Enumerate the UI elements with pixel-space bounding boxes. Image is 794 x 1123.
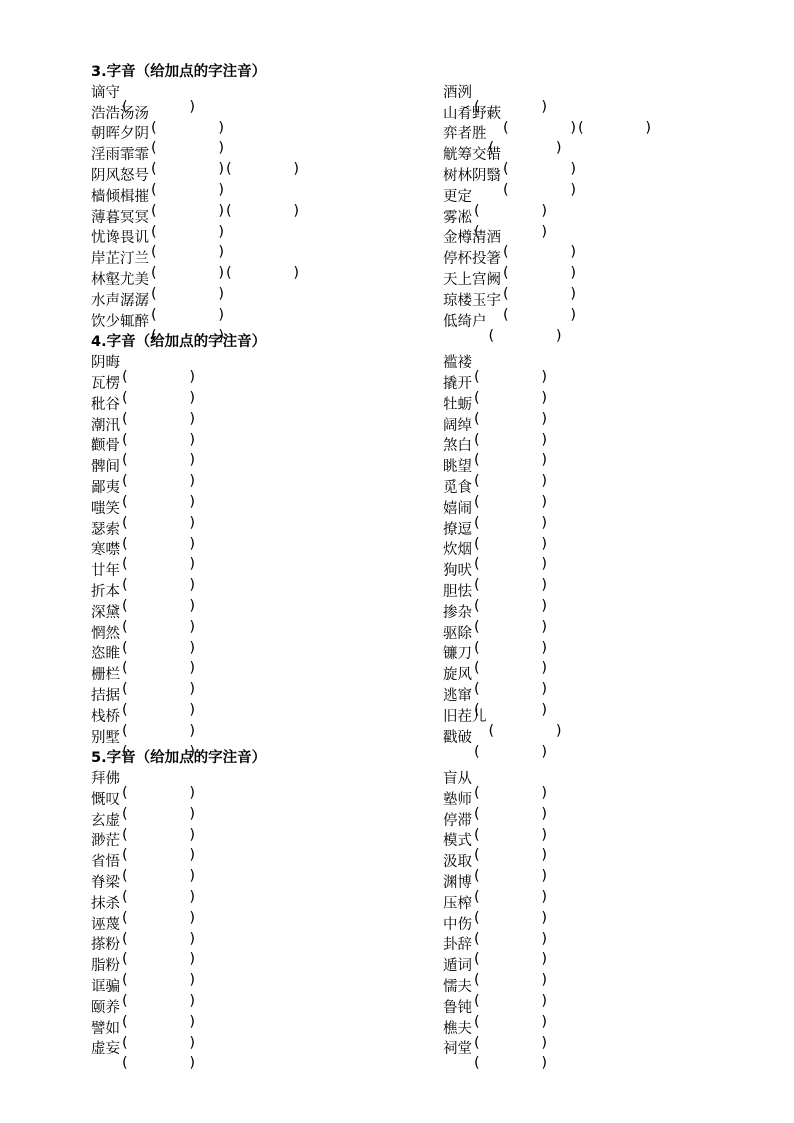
question-row: [91, 353, 711, 374]
question-row: [91, 790, 711, 811]
question-item: [443, 416, 547, 437]
question-word: 镰刀: [443, 646, 472, 663]
question-row: [91, 499, 711, 520]
question-word: 鄙夷: [91, 479, 120, 496]
question-word: 雾凇: [443, 209, 472, 226]
question-word: 诓骗: [91, 979, 120, 996]
question-row: [91, 998, 711, 1019]
question-word: 渊博: [443, 875, 472, 892]
question-row: [91, 831, 711, 852]
question-word: 旧茬儿: [443, 708, 487, 725]
question-item: [443, 499, 547, 520]
question-item: [443, 728, 547, 749]
question-word: 虚妄: [91, 1041, 120, 1058]
question-row: [91, 894, 711, 915]
question-item: [443, 208, 547, 229]
question-item: [443, 665, 547, 686]
question-row: [91, 644, 711, 665]
question-item: [443, 312, 562, 333]
question-item: [91, 436, 195, 457]
question-word: 停杯投箸: [443, 251, 501, 268]
question-word: 别墅: [91, 729, 120, 746]
question-item: [443, 769, 547, 790]
question-word: 浩浩汤汤: [91, 105, 149, 122]
question-word: 酒洌: [443, 84, 472, 101]
question-item: [443, 478, 547, 499]
question-item: [91, 145, 299, 166]
question-item: [91, 582, 195, 603]
question-word: 潮汛: [91, 417, 120, 434]
question-item: [91, 935, 195, 956]
question-word: 低绮户: [443, 313, 487, 330]
question-word: 觅食: [443, 479, 472, 496]
question-word: 岸芷汀兰: [91, 251, 149, 268]
question-word: 狗吠: [443, 563, 472, 580]
question-word: 卦辞: [443, 937, 472, 954]
question-item: [443, 998, 547, 1019]
question-row: [91, 83, 711, 104]
question-word: 栈桥: [91, 708, 120, 725]
question-word: 驱除: [443, 625, 472, 642]
question-row: [91, 1039, 711, 1060]
question-item: [91, 998, 195, 1019]
question-item: [443, 561, 547, 582]
question-item: [443, 811, 547, 832]
question-item: [443, 353, 547, 374]
question-word: 阴风怒号: [91, 167, 149, 184]
question-row: [91, 935, 711, 956]
question-row: [91, 228, 711, 249]
question-word: 琼楼玉宇: [443, 292, 501, 309]
question-row: [91, 540, 711, 561]
question-item: [443, 603, 547, 624]
question-row: [91, 915, 711, 936]
question-item: [91, 728, 195, 749]
question-word: 寒噤: [91, 542, 120, 559]
question-item: [443, 582, 547, 603]
question-word: 省悟: [91, 854, 120, 871]
question-word: 天上宫阙: [443, 271, 501, 288]
question-item: [91, 956, 195, 977]
question-item: [443, 166, 576, 187]
question-word: 山肴野蔌: [443, 105, 501, 122]
question-item: [443, 935, 547, 956]
question-row: [91, 478, 711, 499]
question-row: [91, 312, 711, 333]
question-word: 瓦楞: [91, 375, 120, 392]
question-item: [91, 977, 195, 998]
question-word: 遁词: [443, 958, 472, 975]
question-item: [443, 457, 547, 478]
question-item: [91, 520, 195, 541]
question-item: [91, 873, 195, 894]
question-item: [91, 457, 195, 478]
question-item: [91, 1019, 195, 1040]
question-item: [91, 312, 224, 333]
question-item: [443, 395, 547, 416]
question-word: 渺茫: [91, 833, 120, 850]
question-word: 祠堂: [443, 1041, 472, 1058]
question-row: [91, 603, 711, 624]
question-word: 撬开: [443, 375, 472, 392]
question-item: [443, 270, 576, 291]
question-word: 煞白: [443, 438, 472, 455]
question-row: [91, 624, 711, 645]
question-word: 掺杂: [443, 604, 472, 621]
question-row: [91, 291, 711, 312]
question-item: [91, 478, 195, 499]
question-item: [91, 166, 224, 187]
question-word: 鲁钝: [443, 999, 472, 1016]
question-item: [91, 104, 224, 125]
question-word: 塾师: [443, 791, 472, 808]
question-item: [443, 1039, 547, 1060]
question-item: [91, 416, 195, 437]
question-item: [443, 707, 562, 728]
question-word: 水声潺潺: [91, 292, 149, 309]
question-item: [91, 644, 195, 665]
question-row: [91, 374, 711, 395]
question-row: [91, 124, 711, 145]
question-word: 更定: [443, 188, 472, 205]
question-word: 忧谗畏讥: [91, 230, 149, 247]
question-item: [91, 353, 195, 374]
question-word: 模式: [443, 833, 472, 850]
question-word: 深黛: [91, 604, 120, 621]
question-word: 眺望: [443, 459, 472, 476]
section-title: 5.字音（给加点的字注音）: [91, 750, 267, 767]
question-row: [91, 707, 711, 728]
question-item: [91, 228, 224, 249]
question-word: 牡蛎: [443, 396, 472, 413]
question-item: [443, 104, 651, 125]
question-word: 汲取: [443, 854, 472, 871]
question-word: 金樽清酒: [443, 230, 501, 247]
question-item: [91, 561, 195, 582]
question-item: [443, 873, 547, 894]
question-item: [91, 374, 195, 395]
question-item: [91, 665, 195, 686]
question-word: 朝晖夕阴: [91, 126, 149, 143]
question-word: 阴晦: [91, 355, 120, 372]
question-word: 折本: [91, 583, 120, 600]
question-item: [443, 374, 547, 395]
question-row: [91, 686, 711, 707]
question-row: [91, 561, 711, 582]
question-item: [91, 707, 195, 728]
question-row: [91, 145, 711, 166]
question-word: 髀间: [91, 459, 120, 476]
question-item: [443, 228, 576, 249]
question-row: [91, 166, 711, 187]
question-word: 颧骨: [91, 438, 120, 455]
question-row: [91, 582, 711, 603]
question-word: 压榨: [443, 895, 472, 912]
question-word: 搽粉: [91, 937, 120, 954]
question-word: 樯倾楫摧: [91, 188, 149, 205]
question-word: 脂粉: [91, 958, 120, 975]
question-word: 懦夫: [443, 979, 472, 996]
question-item: [443, 894, 547, 915]
question-word: 中伤: [443, 916, 472, 933]
question-word: 譬如: [91, 1020, 120, 1037]
question-word: 树林阴翳: [443, 167, 501, 184]
question-item: [443, 915, 547, 936]
question-word: 嗤笑: [91, 500, 120, 517]
question-word: 褴褛: [443, 355, 472, 372]
question-row: [91, 665, 711, 686]
question-row: [91, 811, 711, 832]
question-item: [91, 540, 195, 561]
question-word: 林壑尤美: [91, 271, 149, 288]
question-item: [443, 624, 547, 645]
question-item: [443, 977, 547, 998]
question-item: [91, 790, 195, 811]
question-word: 樵夫: [443, 1020, 472, 1037]
question-item: [91, 499, 195, 520]
question-item: [91, 894, 195, 915]
question-item: [443, 956, 547, 977]
question-item: [443, 852, 547, 873]
question-item: [443, 540, 547, 561]
question-word: 廿年: [91, 563, 120, 580]
question-word: 谪守: [91, 84, 120, 101]
question-item: [91, 686, 195, 707]
question-row: [91, 728, 711, 749]
question-word: 旋风: [443, 667, 472, 684]
worksheet-page: [91, 62, 711, 1060]
question-row: [91, 769, 711, 790]
question-item: [443, 644, 547, 665]
question-word: 戳破: [443, 729, 472, 746]
question-row: [91, 208, 711, 229]
question-word: 惘然: [91, 625, 120, 642]
question-word: 脊梁: [91, 875, 120, 892]
question-item: [91, 83, 195, 104]
question-item: [91, 187, 299, 208]
question-item: [91, 603, 195, 624]
question-row: [91, 956, 711, 977]
question-item: [443, 1019, 547, 1040]
question-word: 栅栏: [91, 667, 120, 684]
question-word: 炊烟: [443, 542, 472, 559]
question-word: 拜佛: [91, 771, 120, 788]
question-row: [91, 873, 711, 894]
question-item: [91, 270, 224, 291]
question-item: [443, 145, 576, 166]
question-item: [91, 395, 195, 416]
section-title: 4.字音（给加点的字注音）: [91, 334, 267, 351]
question-item: [443, 790, 547, 811]
question-word: 弈者胜: [443, 126, 487, 143]
question-row: [91, 520, 711, 541]
question-item: [443, 83, 547, 104]
question-word: 淫雨霏霏: [91, 147, 149, 164]
question-word: 玄虚: [91, 812, 120, 829]
question-item: [91, 769, 195, 790]
question-word: 诬蔑: [91, 916, 120, 933]
question-word: 盲从: [443, 771, 472, 788]
question-word: 嬉闹: [443, 500, 472, 517]
question-word: 颐养: [91, 999, 120, 1016]
section-title: 3.字音（给加点的字注音）: [91, 64, 267, 80]
question-row: [91, 416, 711, 437]
question-item: [91, 915, 195, 936]
question-word: 觥筹交错: [443, 147, 501, 164]
question-word: 停滞: [443, 812, 472, 829]
question-item: [91, 124, 224, 145]
question-item: [91, 624, 195, 645]
question-word: 饮少辄醉: [91, 313, 149, 330]
question-word: 慨叹: [91, 791, 120, 808]
question-word: 拮据: [91, 687, 120, 704]
question-item: [443, 124, 562, 145]
question-item: [443, 520, 547, 541]
question-row: [91, 249, 711, 270]
question-word: 阔绰: [443, 417, 472, 434]
question-item: [443, 831, 547, 852]
question-row: [91, 395, 711, 416]
question-word: 抹杀: [91, 895, 120, 912]
question-row: [91, 187, 711, 208]
question-row: [91, 436, 711, 457]
question-row: [91, 1019, 711, 1040]
question-item: [91, 291, 224, 312]
question-word: 撩逗: [443, 521, 472, 538]
question-row: [91, 270, 711, 291]
question-word: 逃窜: [443, 687, 472, 704]
question-row: [91, 104, 711, 125]
question-item: [91, 249, 299, 270]
question-word: 恣睢: [91, 646, 120, 663]
question-item: [443, 187, 547, 208]
question-word: 胆怯: [443, 583, 472, 600]
question-item: [91, 811, 195, 832]
question-item: [443, 249, 576, 270]
question-item: [91, 831, 195, 852]
question-row: [91, 977, 711, 998]
question-word: 秕谷: [91, 396, 120, 413]
question-item: [443, 291, 576, 312]
question-row: [91, 852, 711, 873]
question-item: [443, 436, 547, 457]
question-item: [91, 208, 224, 229]
question-word: 瑟索: [91, 521, 120, 538]
question-item: [91, 1039, 195, 1060]
question-row: [91, 457, 711, 478]
question-item: [443, 686, 547, 707]
question-word: 薄暮冥冥: [91, 209, 149, 226]
question-item: [91, 852, 195, 873]
